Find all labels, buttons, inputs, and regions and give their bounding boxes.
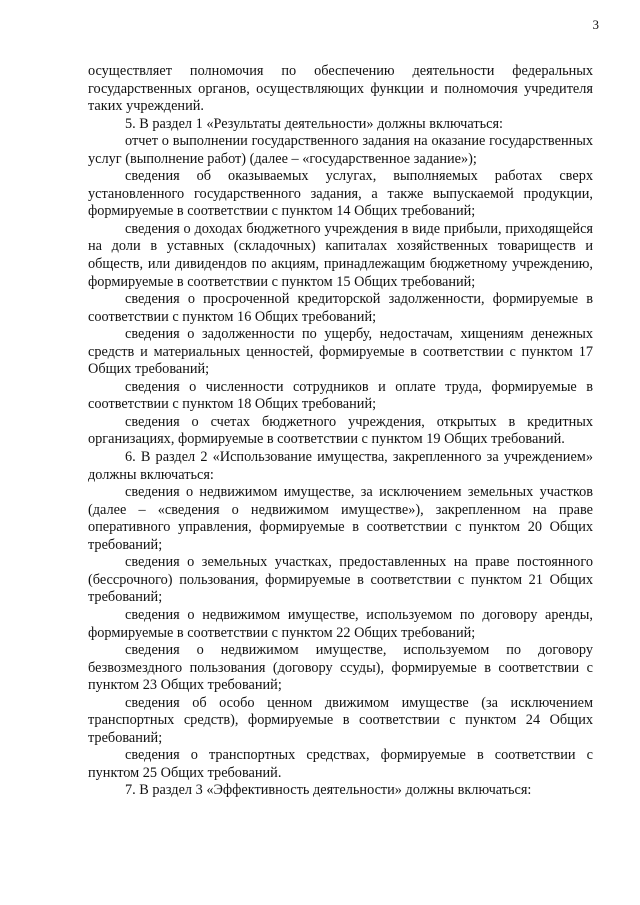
- list-item: сведения о доходах бюджетного учреждения в виде прибыли, приходящейся на доли в уставных (складочных) капиталах хозяйственных товариществ и обществ, или дивидендов по акциям, принадлежащим бюджетному учреждению, формируемые в соответствии с пунктом 15 Общих требований;: [88, 220, 593, 290]
- list-item: сведения о транспортных средствах, формируемые в соответствии с пунктом 25 Общих требований.: [88, 747, 593, 781]
- list-item: сведения о земельных участках, предоставленных на праве постоянного (бессрочного) пользования, формируемые в соответствии с пунктом 21 Общих требований;: [88, 554, 593, 606]
- list-item: сведения о численности сотрудников и оплате труда, формируемые в соответствии с пунктом 18 Общих требований;: [88, 378, 593, 413]
- section-heading-item-6: 6. В раздел 2 «Использование имущества, закрепленного за учреждением» должны включаться:: [88, 449, 593, 483]
- section-heading-item-5: 5. В раздел 1 «Результаты деятельности» должны включаться:: [125, 115, 504, 132]
- list-item: сведения о недвижимом имуществе, используемом по договору безвозмездного пользования (договору ссуды), формируемые в соответствии с пунктом 23 Общих требований;: [88, 642, 593, 694]
- page-number: 3: [592, 17, 599, 32]
- list-item: сведения об оказываемых услугах, выполняемых работах сверх установленного государственного задания, а также выпускаемой продукции, формируемые в соответствии с пунктом 14 Общих требований;: [88, 168, 593, 220]
- list-item: сведения о просроченной кредиторской задолженности, формируемые в соответствии с пунктом 16 Общих требований;: [88, 291, 593, 325]
- list-item: сведения о задолженности по ущербу, недостачам, хищениям денежных средств и материальных ценностей, формируемые в соответствии с пунктом 17 Общих требований;: [88, 326, 593, 378]
- list-item: сведения об особо ценном движимом имуществе (за исключением транспортных средств), формируемые в соответствии с пунктом 24 Общих требований;: [88, 694, 593, 746]
- paragraph-continuation: осуществляет полномочия по обеспечению деятельности федеральных государственных органов, осуществляющих функции и полномочия учредителя таких учреждений.: [88, 63, 593, 115]
- document-body: [88, 63, 593, 800]
- list-item: сведения о недвижимом имуществе, используемом по договору аренды, формируемые в соответствии с пунктом 22 Общих требований;: [88, 606, 593, 641]
- section-heading-item-7: 7. В раздел 3 «Эффективность деятельности» должны включаться:: [125, 782, 532, 799]
- list-item: сведения о счетах бюджетного учреждения, открытых в кредитных организациях, формируемые в соответствии с пунктом 19 Общих требований.: [88, 413, 593, 448]
- list-item: сведения о недвижимом имуществе, за исключением земельных участков (далее – «сведения о недвижимом имуществе»), закрепленном на праве оперативного управления, формируемые в соответствии с пунктом 20 Общих требований;: [88, 484, 593, 553]
- list-item: отчет о выполнении государственного задания на оказание государственных услуг (выполнение работ) (далее – «государственное задание»);: [88, 133, 593, 167]
